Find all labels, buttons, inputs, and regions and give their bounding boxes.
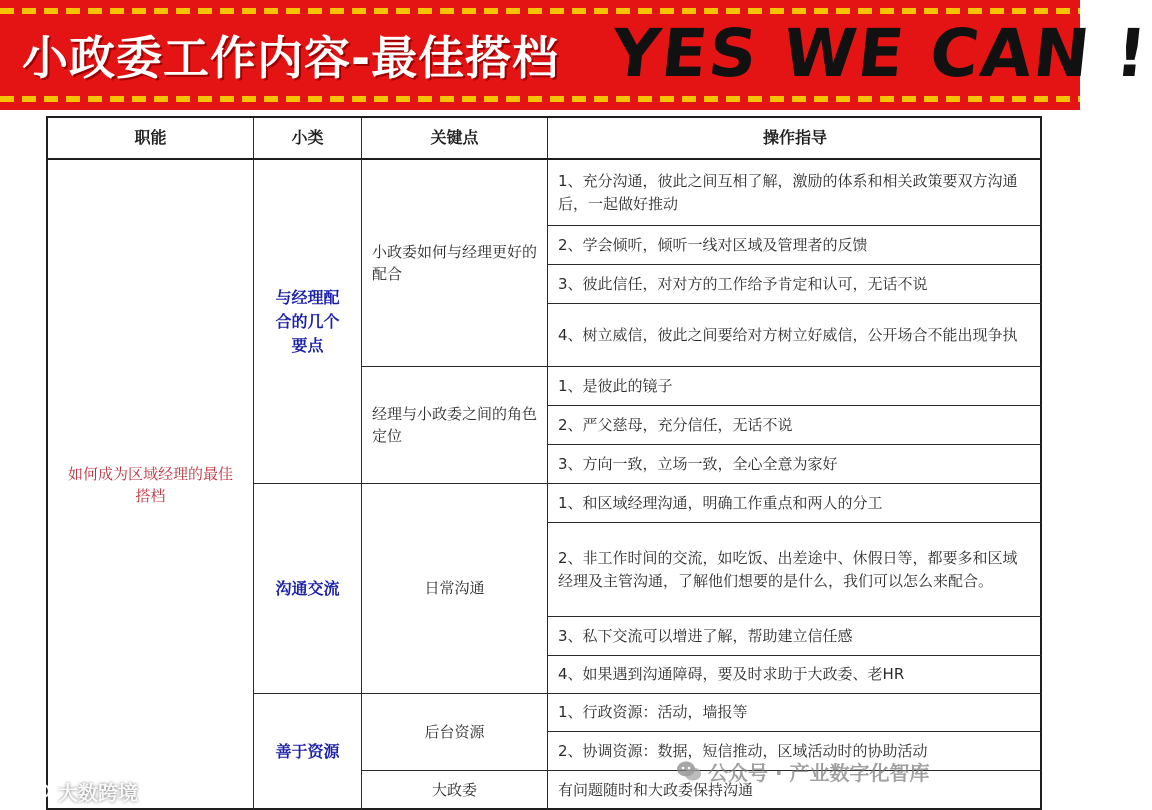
slogan: YES WE CAN !	[608, 15, 1152, 92]
watermark-right-text: 公众号 · 产业数字化智库	[708, 760, 930, 785]
header-function: 职能	[48, 118, 254, 160]
guide-row: 2、非工作时间的交流，如吃饭、出差途中、休假日等，都要多和区域经理及主管沟通，了解他们想要的是什么，我们可以怎么来配合。	[548, 523, 1042, 617]
bottom-dashed-border	[0, 96, 1080, 102]
key-point-daily-communication: 日常沟通	[362, 484, 548, 694]
guide-row: 1、行政资源：活动，墙报等	[548, 694, 1042, 732]
header-banner	[0, 0, 1152, 110]
key-point-cooperation: 小政委如何与经理更好的配合	[362, 160, 548, 367]
header-category: 小类	[254, 118, 362, 160]
function-cell: 如何成为区域经理的最佳搭档	[48, 160, 254, 810]
guide-row: 1、和区域经理沟通，明确工作重点和两人的分工	[548, 484, 1042, 523]
guide-row: 有问题随时和大政委保持沟通	[558, 781, 754, 800]
watermark-right	[676, 756, 930, 786]
guide-row: 3、彼此信任，对对方的工作给予肯定和认可，无话不说	[548, 265, 1042, 304]
wechat-icon	[676, 758, 702, 784]
category-communication: 沟通交流	[254, 484, 362, 694]
guide-row: 3、私下交流可以增进了解，帮助建立信任感	[548, 617, 1042, 656]
guide-row: 2、协调资源：数据，短信推动，区域活动时的协助活动	[548, 732, 1042, 771]
key-point-backend-resources: 后台资源	[362, 694, 548, 771]
header-guide: 操作指导	[548, 118, 1042, 160]
guide-row: 4、树立威信，彼此之间要给对方树立好威信，公开场合不能出现争执	[548, 304, 1042, 367]
category-resources: 善于资源	[254, 694, 362, 810]
work-content-table	[46, 116, 1042, 810]
watermark-left-text: 大数跨境	[58, 780, 138, 805]
guide-row: 3、方向一致，立场一致，全心全意为家好	[548, 445, 1042, 484]
guide-row: 2、学会倾听，倾听一线对区域及管理者的反馈	[548, 226, 1042, 265]
guide-row: 4、如果遇到沟通障碍，要及时求助于大政委、老HR	[548, 656, 1042, 694]
guide-row: 2、严父慈母，充分信任，无话不说	[548, 406, 1042, 445]
watermark-left	[26, 776, 138, 806]
top-dashed-border	[0, 8, 1080, 14]
guide-row: 1、是彼此的镜子	[548, 367, 1042, 406]
page-title: 小政委工作内容-最佳搭档	[22, 31, 560, 85]
guide-row: 1、充分沟通，彼此之间互相了解，激励的体系和相关政策要双方沟通后，一起做好推动	[548, 160, 1042, 226]
sprout-logo-icon	[26, 778, 52, 804]
key-point-senior-commissar: 大政委	[362, 771, 548, 810]
key-point-role: 经理与小政委之间的角色定位	[362, 367, 548, 484]
category-manager-cooperation: 与经理配合的几个要点	[254, 160, 362, 484]
header-key-point: 关键点	[362, 118, 548, 160]
